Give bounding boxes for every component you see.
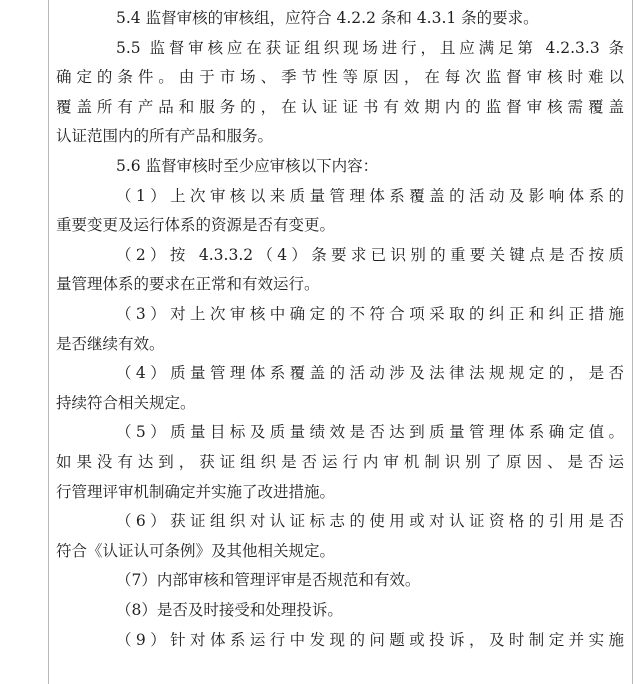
text-line: 覆盖所有产品和服务的，在认证证书有效期内的监督审核需覆盖 [56, 97, 624, 116]
text-line: 行管理评审机制确定并实施了改进措施。 [56, 482, 336, 501]
text-line: 符合《认证认可条例》及其他相关规定。 [56, 541, 336, 560]
text-line: 是否继续有效。 [56, 334, 165, 353]
text-line: 持续符合相关规定。 [56, 393, 196, 412]
text-line: 5.6 监督审核时至少应审核以下内容： [116, 157, 379, 175]
text-line: 重要变更及运行体系的资源是否有变更。 [56, 216, 336, 235]
text-line: （7）内部审核和管理评审是否规范和有效。 [116, 571, 421, 590]
text-line: 5.4 监督审核的审核组，应符合 4.2.2 条和 4.3.1 条的要求。 [116, 9, 539, 27]
left-page-border [48, 0, 49, 684]
text-line: （2）按 4.3.3.2（4）条要求已识别的重要关键点是否按质 [116, 245, 624, 264]
text-line: （5）质量目标及质量绩效是否达到质量管理体系确定值。 [116, 423, 624, 442]
text-line: （9）针对体系运行中发现的问题或投诉，及时制定并实施 [116, 630, 624, 649]
text-line: （4）质量管理体系覆盖的活动涉及法律法规规定的，是否 [116, 364, 624, 383]
text-line: 确定的条件。由于市场、季节性等原因，在每次监督审核时难以 [56, 68, 624, 87]
text-line: 如果没有达到，获证组织是否运行内审机制识别了原因、是否运 [56, 453, 624, 471]
text-line: 认证范围内的所有产品和服务。 [56, 127, 274, 146]
text-line: 量管理体系的要求在正常和有效运行。 [56, 275, 320, 294]
text-line: （6）获证组织对认证标志的使用或对认证资格的引用是否 [116, 512, 624, 531]
right-page-border [632, 0, 633, 684]
text-line: （1）上次审核以来质量管理体系覆盖的活动及影响体系的 [116, 186, 624, 205]
text-line: （8）是否及时接受和处理投诉。 [116, 601, 343, 619]
text-line: 5.5 监督审核应在获证组织现场进行，且应满足第 4.2.3.3 条 [116, 38, 624, 57]
text-line: （3）对上次审核中确定的不符合项采取的纠正和纠正措施 [116, 305, 624, 323]
